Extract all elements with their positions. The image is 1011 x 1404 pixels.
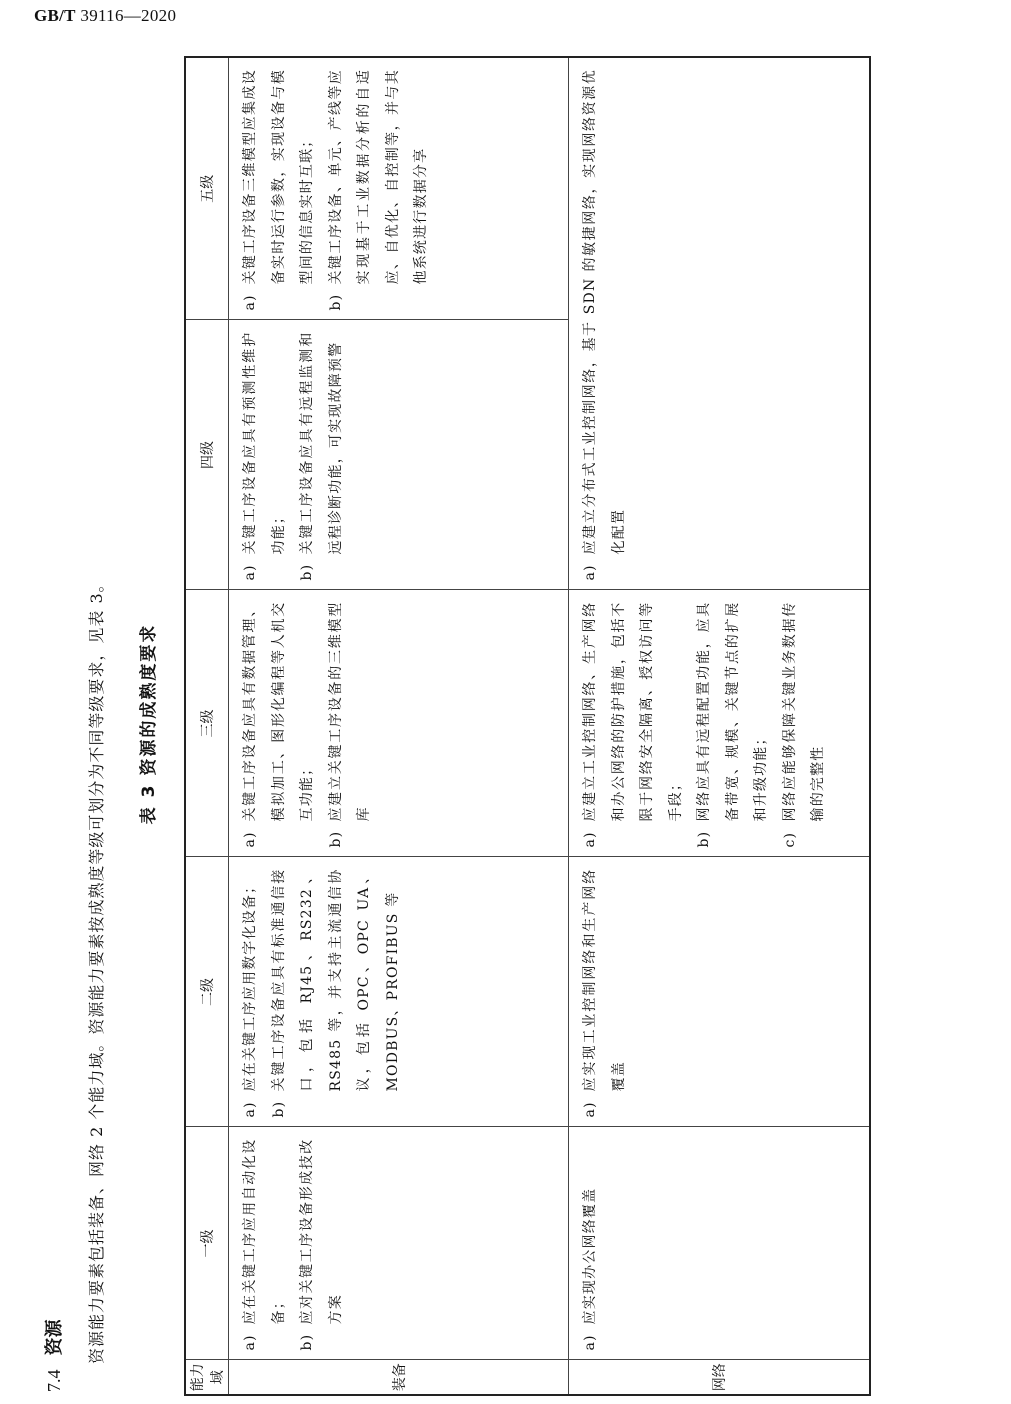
- list-item: b) 应建立关键工序设备的三维模型库: [327, 601, 372, 848]
- table-row-equipment: [229, 57, 569, 1395]
- cell-equipment-level5: [229, 57, 569, 320]
- cell-equipment-level4: [229, 320, 569, 590]
- section-title: 资源: [44, 1319, 65, 1356]
- list-item: a) 关键工序设备应具有数据管理、模拟加工、图形化编程等人机交互功能；: [242, 601, 315, 848]
- cell-network-level2: [569, 857, 871, 1127]
- list-item: b) 网络应具有远程配置功能，应具备带宽、规模、关键节点的扩展和升级功能；: [696, 601, 769, 848]
- cell-equipment-level2: [229, 857, 569, 1127]
- list-item: a) 应在关键工序应用自动化设备；: [242, 1138, 287, 1351]
- column-header-domain: 能力域: [185, 1360, 229, 1395]
- table-header-row: [185, 57, 229, 1395]
- standard-code: GB/T: [34, 6, 76, 25]
- column-header-level5: 五级: [185, 57, 229, 320]
- domain-cell-equipment: 装备: [229, 1360, 569, 1395]
- rotated-page-body: [0, 44, 960, 1404]
- list-item: a) 应建立分布式工业控制网络，基于 SDN 的敏捷网络，实现网络资源优化配置: [582, 69, 627, 581]
- list-item: b) 关键工序设备、单元、产线等应实现基于工业数据分析的自适应、自优化、自控制等，并与其他系统进行数据分享: [327, 69, 429, 311]
- standard-header: [34, 6, 176, 26]
- maturity-requirements-table: [184, 56, 871, 1396]
- cell-equipment-level1: [229, 1127, 569, 1360]
- list-item: a) 应在关键工序应用数字化设备；: [242, 878, 258, 1118]
- intro-paragraph: 资源能力要素包括装备、网络 2 个能力域。资源能力要素按成熟度等级可划分为不同等级要求，见表 3。: [87, 575, 106, 1364]
- list-item: a) 应实现办公网络覆盖: [582, 1187, 598, 1351]
- list-item: a) 应实现工业控制网络和生产网络覆盖: [582, 868, 627, 1118]
- list-item: a) 关键工序设备三维模型应集成设备实时运行参数，实现设备与模型间的信息实时互联；: [242, 69, 315, 311]
- list-item: a) 关键工序设备应具有预测性维护功能；: [242, 331, 287, 581]
- standard-number: 39116—2020: [80, 6, 177, 25]
- list-item: c) 网络应能够保障关键业务数据传输的完整性: [781, 601, 826, 848]
- section-number: 7.4: [44, 1369, 64, 1392]
- table-row-network: [569, 57, 871, 1395]
- column-header-level1: 一级: [185, 1127, 229, 1360]
- list-item: b) 应对关键工序设备形成技改方案: [299, 1138, 344, 1351]
- domain-cell-network: 网络: [569, 1360, 871, 1395]
- cell-network-level4-5: [569, 57, 871, 590]
- column-header-level4: 四级: [185, 320, 229, 590]
- cell-equipment-level3: [229, 590, 569, 857]
- cell-network-level1: [569, 1127, 871, 1360]
- section-heading: [40, 1320, 66, 1393]
- table-caption: 表 3 资源的成熟度要求: [139, 623, 159, 825]
- column-header-level2: 二级: [185, 857, 229, 1127]
- list-item: a) 应建立工业控制网络、生产网络和办公网络的防护措施，包括不限于网络安全隔离、授权访问等手段；: [582, 601, 684, 848]
- column-header-level3: 三级: [185, 590, 229, 857]
- cell-network-level3: [569, 590, 871, 857]
- list-item: b) 关键工序设备应具有标准通信接口，包括 RJ45、RS232、RS485 等，并支持主流通信协议，包括 OPC、OPC UA、MODBUS、PROFIBUS 等: [270, 868, 401, 1118]
- list-item: b) 关键工序设备应具有远程监测和远程诊断功能，可实现故障预警: [299, 331, 344, 581]
